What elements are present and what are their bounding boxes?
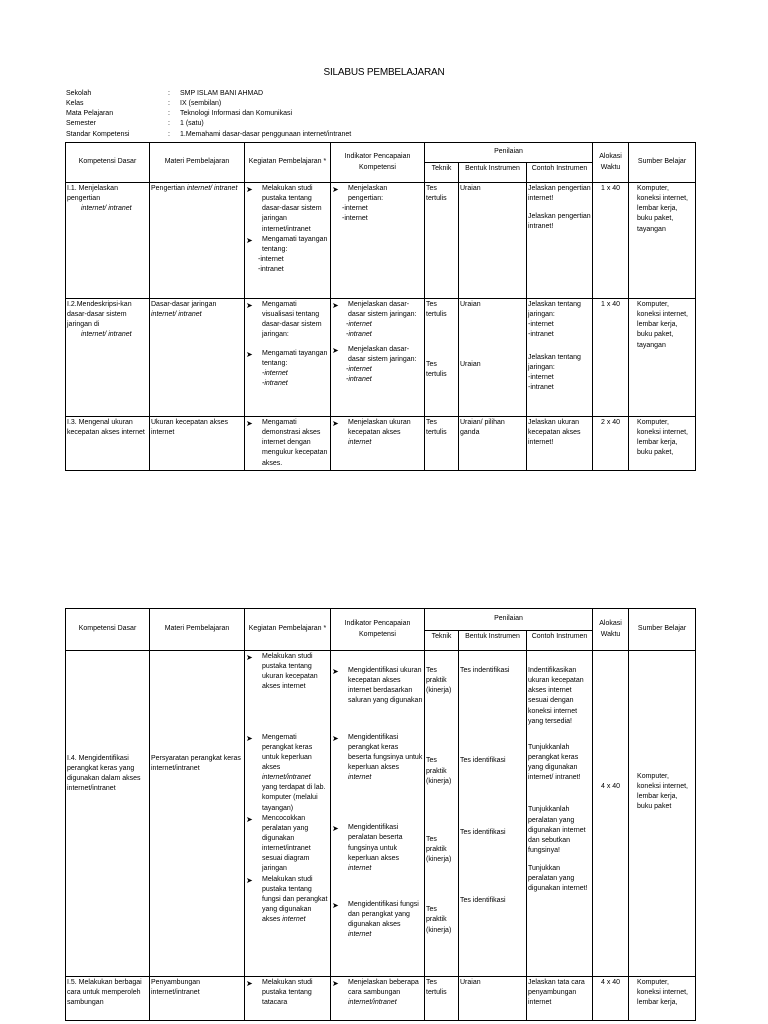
kegiatan-text: Mengamati demonstrasi akses internet dengan mengukur kecepatan akses. (262, 419, 328, 467)
materi-cell (150, 299, 245, 417)
arrow-bullet-icon: ➤ (332, 733, 339, 743)
header-sumber: Sumber Belajar (629, 609, 696, 651)
kd-cell (66, 299, 150, 417)
materi-text: Persyaratan perangkat keras internet/intranet (151, 755, 241, 773)
kegiatan-text (258, 733, 329, 814)
meta-key: Standar Kompetensi (66, 130, 130, 138)
list-item (246, 349, 329, 369)
contoh-text: Jelaskan pengertian intranet! (528, 213, 591, 231)
arrow-bullet-icon: ➤ (332, 824, 339, 834)
list-item (332, 733, 423, 784)
alokasi-cell (593, 651, 629, 977)
materi-cell (150, 651, 245, 977)
header-alokasi: Alokasi Waktu (593, 143, 629, 183)
contoh-subitem: -intranet (528, 331, 554, 339)
kegiatan-text: Melakukan studi pustaka tentang dasar-dasar sistem jaringan internet/intranet (262, 185, 322, 233)
contoh-text: Indentifikasikan ukuran kecepatan akses internet sesuai dengan koneksi internet yang tersedia! (528, 667, 584, 725)
indikator-text (344, 823, 423, 874)
contoh-text: Tunjukkanlah peralatan yang digunakan internet dan sebutkan fungsinya! (528, 806, 586, 854)
list-item (246, 418, 329, 469)
kegiatan-text-main: Melakukan studi pustaka tentang fungsi dan perangkat yang digunakan akses (262, 875, 328, 924)
kegiatan-italic: internet/intranet (262, 774, 311, 782)
kegiatan-cell (245, 977, 331, 1021)
arrow-bullet-icon: ➤ (246, 419, 253, 428)
arrow-bullet-icon: ➤ (332, 900, 339, 910)
indikator-cell (331, 299, 425, 417)
header-alokasi: Alokasi Waktu (593, 609, 629, 651)
kd-italic: internet/ intranet (81, 331, 132, 339)
meta-colon: : (168, 110, 170, 118)
kd-text: I.4. Mengidentifikasi perangkat keras yang digunakan dalam akses internet/intranet (67, 755, 141, 793)
kegiatan-cell (245, 183, 331, 299)
kegiatan-text: Melakukan studi pustaka tentang ukuran kecepatan akses internet (262, 653, 318, 691)
arrow-bullet-icon: ➤ (246, 814, 253, 824)
document-title: SILABUS PEMBELAJARAN (323, 67, 445, 78)
contoh-cell: Jelaskan ukuran kecepatan akses internet! (527, 417, 593, 471)
meta-row (66, 89, 351, 99)
teknik-text: Tes tertulis (426, 361, 447, 379)
sumber-cell: Komputer, koneksi internet, lembar kerja, buku paket, tayangan (629, 299, 696, 417)
meta-key: Semester (66, 120, 96, 128)
arrow-bullet-icon: ➤ (246, 733, 253, 743)
indikator-text: Menjelaskan pengertian: (348, 185, 388, 203)
list-item (332, 184, 423, 204)
header-kegiatan: Kegiatan Pembelajaran * (245, 609, 331, 651)
header-sumber: Sumber Belajar (629, 143, 696, 183)
bentuk-cell: Uraian (459, 183, 527, 299)
kegiatan-cell (245, 417, 331, 471)
indikator-text: Menjelaskan dasar-dasar sistem jaringan: (348, 301, 417, 319)
arrow-bullet-icon: ➤ (332, 667, 339, 676)
indikator-cell (331, 651, 425, 977)
list-item (246, 978, 329, 1008)
arrow-bullet-icon: ➤ (246, 349, 253, 359)
meta-row (66, 119, 351, 129)
materi-italic: internet/ intranet (186, 185, 238, 192)
teknik-text: Tes praktik (kinerja) (426, 906, 452, 934)
syllabus-table-1 (65, 142, 696, 471)
list-item (246, 300, 329, 341)
teknik-cell: Tes tertulis (425, 417, 459, 471)
indikator-subitem: -intranet (346, 331, 372, 339)
bentuk-cell (459, 299, 527, 417)
arrow-bullet-icon: ➤ (246, 979, 253, 988)
kegiatan-text: Mengamati tayangan tentang: (262, 235, 328, 253)
materi-text: Pengertian (151, 185, 185, 192)
indikator-subitem: -internet (346, 321, 372, 329)
indikator-italic: internet/intranet (348, 999, 397, 1007)
materi-italic: internet/ intranet (151, 311, 202, 319)
kegiatan-text (258, 875, 329, 926)
kegiatan-text-tail: yang terdapat di lab. komputer (melalui tayangan) (262, 784, 326, 812)
indikator-text-main: Menjelaskan beberapa cara sambungan (348, 979, 419, 997)
kegiatan-text: Melakukan studi pustaka tentang tatacara (262, 979, 313, 1007)
kd-cell (66, 183, 150, 299)
materi-text: Dasar-dasar jaringan (151, 301, 217, 308)
indikator-italic: internet (348, 864, 372, 872)
arrow-bullet-icon: ➤ (332, 979, 339, 988)
bentuk-cell (459, 651, 527, 977)
teknik-text: Tes praktik (kinerja) (426, 835, 452, 864)
header-materi: Materi Pembelajaran (150, 143, 245, 183)
contoh-cell (527, 183, 593, 299)
indikator-text (344, 900, 423, 941)
contoh-text: Tunjukkanlah perangkat keras yang digunakan internet/ intranet! (528, 743, 581, 782)
meta-row (66, 99, 351, 109)
list-item (246, 235, 329, 255)
indikator-subitem: -internet (342, 205, 368, 213)
contoh-cell: Jelaskan tata cara penyambungan internet (527, 977, 593, 1021)
list-item (246, 733, 329, 814)
meta-key: Mata Pelajaran (66, 110, 114, 118)
meta-row (66, 109, 351, 119)
arrow-bullet-icon: ➤ (246, 653, 253, 662)
arrow-bullet-icon: ➤ (332, 185, 339, 194)
indikator-text-main: Menjelaskan ukuran kecepatan akses (348, 419, 411, 437)
header-penilaian: Penilaian (425, 609, 593, 631)
kd-text: I.2.Mendeskripsi-kan dasar-dasar sistem jaringan di (67, 301, 132, 329)
header-kegiatan: Kegiatan Pembelajaran * (245, 143, 331, 183)
sumber-cell: Komputer, koneksi internet, lembar kerja, (629, 977, 696, 1021)
meta-value: SMP ISLAM BANI AHMAD (180, 90, 264, 97)
kegiatan-subitem: -internet (262, 369, 288, 377)
materi-cell (150, 183, 245, 299)
list-item (246, 875, 329, 926)
table-row (66, 977, 696, 1021)
sumber-text: Komputer, koneksi internet, lembar kerja, buku paket (637, 773, 689, 811)
kegiatan-subitem: -internet (258, 255, 284, 263)
teknik-text: Tes praktik (kinerja) (426, 757, 452, 785)
meta-key: Kelas (66, 100, 84, 108)
header-indikator: Indikator Pencapaian Kompetensi (331, 143, 425, 183)
alokasi-cell: 2 x 40 (593, 417, 629, 471)
list-item (246, 652, 329, 693)
indikator-text-main: Mengidentifikasi perangkat keras beserta fungsinya untuk keperluan akses (348, 733, 423, 771)
contoh-text: Jelaskan tentang jaringan: (528, 353, 581, 371)
alokasi-cell: 4 x 40 (593, 977, 629, 1021)
bentuk-cell: Uraian/ pilihan ganda (459, 417, 527, 471)
teknik-cell (425, 651, 459, 977)
indikator-subitem: -internet (342, 215, 368, 223)
teknik-cell: Tes tertulis (425, 977, 459, 1021)
meta-colon: : (168, 100, 170, 108)
header-teknik: Teknik (425, 163, 459, 183)
kegiatan-italic: internet (282, 916, 306, 924)
list-item (332, 900, 423, 941)
bentuk-text: Uraian (460, 301, 481, 308)
indikator-italic: internet (348, 439, 372, 447)
materi-cell: Penyambungan internet/intranet (150, 977, 245, 1021)
bentuk-cell: Uraian (459, 977, 527, 1021)
materi-cell: Ukuran kecepatan akses internet (150, 417, 245, 471)
alokasi-cell: 1 x 40 (593, 183, 629, 299)
kegiatan-cell (245, 651, 331, 977)
indikator-text: Menjelaskan dasar-dasar sistem jaringan: (348, 345, 417, 363)
indikator-italic: internet (348, 774, 372, 782)
header-bentuk: Bentuk Instrumen (459, 163, 527, 183)
kd-cell: I.3. Mengenal ukuran kecepatan akses internet (66, 417, 150, 471)
meta-row (66, 130, 351, 140)
meta-key: Sekolah (66, 90, 92, 97)
kegiatan-subitem: -intranet (258, 266, 284, 274)
list-item (246, 184, 329, 235)
contoh-text: Jelaskan tentang jaringan: (528, 301, 581, 319)
meta-value: IX (sembilan) (180, 100, 222, 108)
kegiatan-cell (245, 299, 331, 417)
teknik-cell: Tes tertulis (425, 183, 459, 299)
list-item (246, 814, 329, 875)
kd-text: I.1. Menjelaskan pengertian (67, 185, 118, 203)
header-teknik: Teknik (425, 631, 459, 651)
header-penilaian: Penilaian (425, 143, 593, 163)
teknik-cell (425, 299, 459, 417)
syllabus-table-2 (65, 608, 696, 1021)
sumber-cell (629, 651, 696, 977)
kd-italic: internet/ intranet (81, 205, 132, 213)
indikator-subitem: -intranet (346, 375, 372, 383)
contoh-cell (527, 651, 593, 977)
indikator-cell (331, 417, 425, 471)
indikator-text (344, 978, 423, 1008)
arrow-bullet-icon: ➤ (246, 875, 253, 885)
arrow-bullet-icon: ➤ (246, 185, 253, 194)
header-contoh: Contoh Instrumen (527, 631, 593, 651)
arrow-bullet-icon: ➤ (332, 419, 339, 428)
kegiatan-text: Mengamati visualisasi tentang dasar-dasar sistem jaringan: (262, 301, 322, 339)
meta-colon: : (168, 120, 170, 128)
teknik-text: Tes tertulis (426, 301, 447, 319)
contoh-cell (527, 299, 593, 417)
bentuk-text: Uraian (460, 361, 481, 369)
arrow-bullet-icon: ➤ (332, 301, 339, 310)
header-kompetensi-dasar: Kompetensi Dasar (66, 143, 150, 183)
sumber-cell: Komputer, koneksi internet, lembar kerja, buku paket, tayangan (629, 183, 696, 299)
alokasi-text: 4 x 40 (600, 783, 621, 790)
table-row (66, 651, 696, 977)
indikator-cell (331, 183, 425, 299)
meta-colon: : (168, 90, 170, 97)
list-item (332, 345, 423, 365)
indikator-text (344, 418, 423, 448)
kd-cell: I.5. Melakukan berbagai cara untuk memperoleh sambungan (66, 977, 150, 1021)
bentuk-text: Tes identifikasi (460, 757, 506, 765)
contoh-subitem: -intranet (528, 383, 554, 391)
teknik-text: Tes praktik (kinerja) (426, 667, 452, 695)
syllabus-meta (66, 89, 351, 140)
contoh-text: Jelaskan pengertian internet! (528, 185, 591, 203)
meta-colon: : (168, 130, 170, 138)
kegiatan-text-main: Mengemati perangkat keras untuk keperluan akses (262, 733, 313, 771)
list-item (332, 418, 423, 448)
header-indikator: Indikator Pencapaian Kompetensi (331, 609, 425, 651)
indikator-text-main: Mengidentifikasi peralatan beserta fungsinya untuk keperluan akses (348, 824, 403, 862)
list-item (332, 823, 423, 874)
kd-cell (66, 651, 150, 977)
header-kompetensi-dasar: Kompetensi Dasar (66, 609, 150, 651)
meta-value: 1 (satu) (180, 120, 204, 128)
alokasi-cell: 1 x 40 (593, 299, 629, 417)
indikator-text (344, 733, 423, 784)
sumber-cell: Komputer, koneksi internet, lembar kerja, buku paket, (629, 417, 696, 471)
arrow-bullet-icon: ➤ (246, 301, 253, 310)
header-contoh: Contoh Instrumen (527, 163, 593, 183)
header-materi: Materi Pembelajaran (150, 609, 245, 651)
meta-value: 1.Memahami dasar-dasar penggunaan internet/intranet (180, 130, 352, 138)
bentuk-text: Tes identifikasi (460, 829, 506, 837)
indikator-text-main: Mengidentifikasi fungsi dan perangkat yang digunakan akses (348, 900, 419, 929)
indikator-cell (331, 977, 425, 1021)
kegiatan-subitem: -intranet (262, 379, 288, 387)
kegiatan-text: Mencocokkan peralatan yang digunakan internet/intranet sesuai diagram jaringan (262, 814, 311, 873)
list-item (332, 666, 423, 707)
header-bentuk: Bentuk Instrumen (459, 631, 527, 651)
indikator-subitem: -internet (346, 365, 372, 373)
arrow-bullet-icon: ➤ (246, 235, 253, 245)
bentuk-text: Tes indentifikasi (460, 667, 510, 674)
table-row (66, 417, 696, 471)
arrow-bullet-icon: ➤ (332, 345, 339, 355)
indikator-text: Mengidentifikasi ukuran kecepatan akses internet berdasarkan saluran yang digunakan (348, 667, 423, 705)
list-item (332, 300, 423, 320)
contoh-subitem: -internet (528, 321, 554, 329)
contoh-subitem: -internet (528, 373, 554, 381)
meta-value: Teknologi Informasi dan Komunikasi (180, 110, 293, 118)
contoh-text: Tunjukkan peralatan yang digunakan internet! (528, 865, 588, 893)
table-row (66, 183, 696, 299)
bentuk-text: Tes identifikasi (460, 897, 506, 905)
list-item (332, 978, 423, 1008)
indikator-italic: internet (348, 931, 372, 939)
kegiatan-text: Mengamati tayangan tentang: (262, 349, 328, 367)
table-row (66, 299, 696, 417)
